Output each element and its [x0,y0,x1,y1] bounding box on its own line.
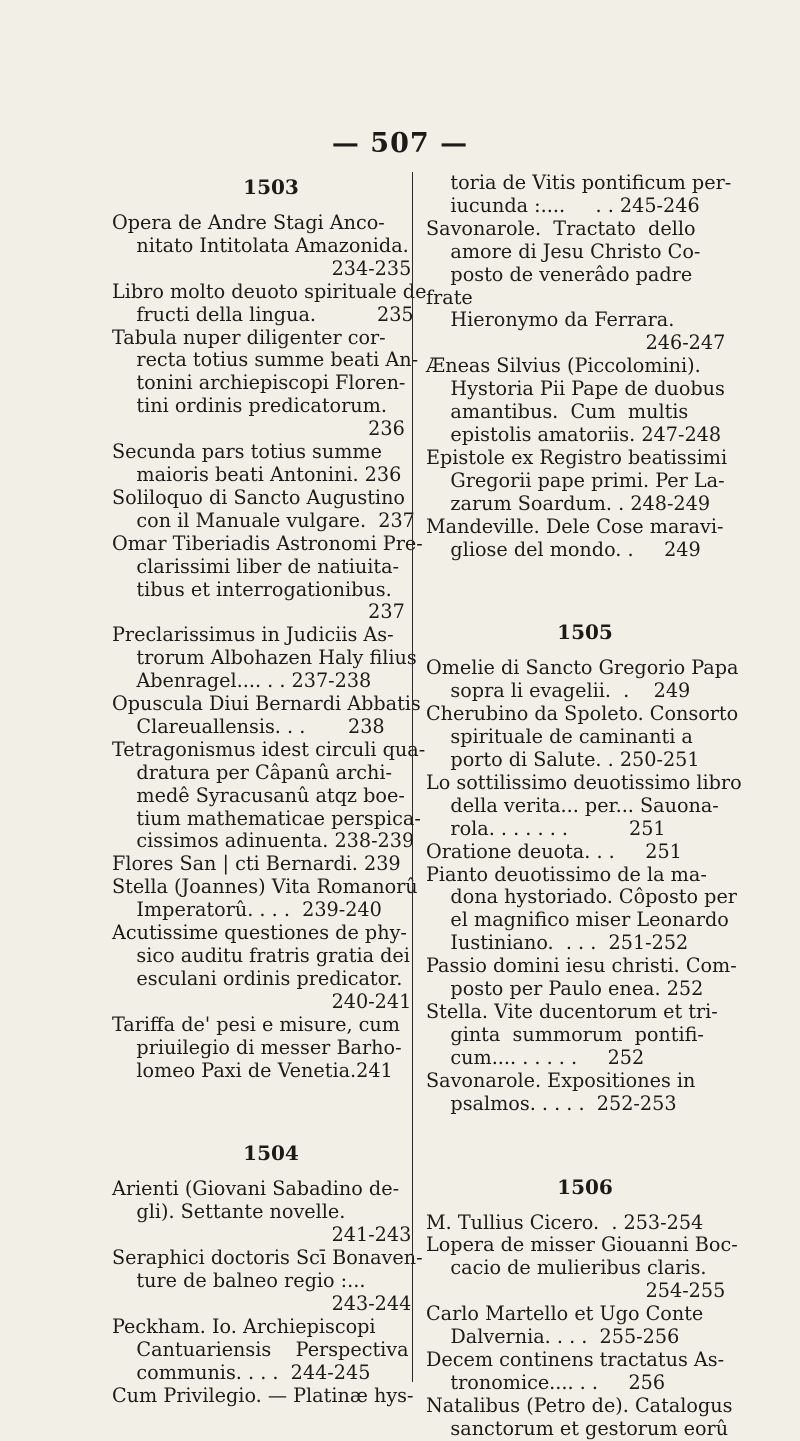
year-heading: 1504 [243,1141,299,1166]
bibliography-entry: Pianto deuotissimo de la ma- dona hystoriado. Côposto per el magnifico miser Leonardo Iustiniano. . . . 251-252 [426,862,737,955]
bibliography-entry: Cum Privilegio. — Platinæ hys- [112,1383,414,1407]
bibliography-entry: Acutissime questiones de phy- sico auditu fratris gratia dei esculani ordinis predicator. 240-241 [112,921,412,1013]
bibliography-entry: Libro molto deuoto spirituale de fructi della lingua. 235 [112,279,427,326]
bibliography-entry: Secunda pars totius summe maioris beati Antonini. 236 [112,440,402,486]
bibliography-entry: Cherubino da Spoleto. Consorto spirituale de caminanti a porto di Salute. . 250-251 [426,702,739,772]
bibliography-entry: Peckham. Io. Archiepiscopi Cantuariensis Perspectiva communis. . . . 244-245 [112,1314,409,1384]
bibliography-entry: Seraphici doctoris Scī Bonaven- ture de balneo regio :... 243-244 [112,1246,423,1315]
bibliography-entry: Tetragonismus idest circuli qua- dratura per Câpanû archi- medê Syracusanû atqz boe- tium mathematicae perspica- cissimos adinuenta. 238-239 [112,737,426,853]
bibliography-entry: M. Tullius Cicero. . 253-254 [426,1210,704,1234]
bibliography-entry: Omelie di Sancto Gregorio Papa sopra li evagelii. . 249 [426,656,739,703]
page-number: — 507 — [331,128,469,159]
bibliography-entry: Savonarole. Tractato dello amore di Jesu Christo Co- posto de venerâdo padre frate Hieronymo da Ferrara. 246-247 [426,216,726,355]
section-1505 [426,617,744,1115]
section-1503 [112,172,430,1082]
bibliography-entry: Stella (Joannes) Vita Romanorû Imperatorû. . . . 239-240 [112,875,418,922]
year-heading: 1506 [557,1174,613,1199]
section-1506 [426,1172,744,1441]
bibliography-entry: Tariffa de' pesi e misure, cum priuilegio di messer Barho- lomeo Paxi de Venetia.241 [112,1012,402,1082]
year-heading: 1503 [243,175,299,199]
bibliography-entry: toria de Vitis pontificum per- iucunda :.... . . 245-246 [450,171,732,217]
bibliography-entry: Preclarissimus in Judiciis As- trorum Albohazen Haly filius Abenragel.... . . 237-238 [112,623,417,693]
bibliography-entry: Flores San | cti Bernardi. 239 [112,852,401,876]
bibliography-entry: Decem continens tractatus As- tronomice.... . . 256 [426,1347,725,1394]
bibliography-entry: Omar Tiberiadis Astronomi Pre- clarissimi liber de natiuita- tibus et interrogationibus. 237 [112,531,423,624]
bibliography-entry: Tabula nuper diligenter cor- recta totius summe beati An- tonini archiepiscopi Floren- tini ordinis predicatorum. 236 [112,325,419,441]
section-1504 [112,1138,430,1407]
bibliography-entry: Mandeville. Dele Cose maravi- gliose del mondo. . 249 [426,514,724,561]
bibliography-entry: Oratione deuota. . . 251 [426,839,682,863]
column-divider [412,172,413,1382]
bibliography-entry: Stella. Vite ducentorum et tri- ginta summorum pontifi- cum.... . . . . . 252 [426,1000,718,1069]
bibliography-entry: Opuscula Diui Bernardi Abbatis Clareuallensis. . . 238 [112,692,421,738]
bibliography-entry: Arienti (Giovani Sabadino de- gli). Settante novelle. 241-243 [112,1177,412,1247]
bibliography-entry: Lopera de misser Giouanni Boc- cacio de mulieribus claris. 254-255 [426,1233,738,1303]
left-column [112,172,430,1408]
bibliography-entry: Passio domini iesu christi. Com- posto per Paulo enea. 252 [426,954,737,1001]
bibliography-entry: Opera de Andre Stagi Anco- nitato Intitolata Amazonida. 234-235 [112,211,412,280]
section-1504-continued [426,172,744,561]
bibliography-entry: Soliloquo di Sancto Augustino con il Manuale vulgare. 237 [112,485,415,532]
bibliography-entry: Epistole ex Registro beatissimi Gregorii pape primi. Per La- zarum Soardum. . 248-249 [426,445,728,515]
bibliography-entry: Savonarole. Expositiones in psalmos. . . . . 252-253 [426,1068,696,1115]
bibliography-entry: Lo sottilissimo deuotissimo libro della verita... per... Sauona- rola. . . . . . . 251 [426,770,742,840]
year-heading: 1505 [557,620,613,645]
right-column [426,172,744,1441]
bibliography-entry: Natalibus (Petro de). Catalogus sanctorum et gestorum eorû [426,1393,733,1440]
bibliography-entry: Æneas Silvius (Piccolomini). Hystoria Pii Pape de duobus amantibus. Cum multis epistolis amatoriis. 247-248 [426,354,725,446]
bibliography-entry: Carlo Martello et Ugo Conte Dalvernia. . . . 255-256 [426,1302,704,1349]
